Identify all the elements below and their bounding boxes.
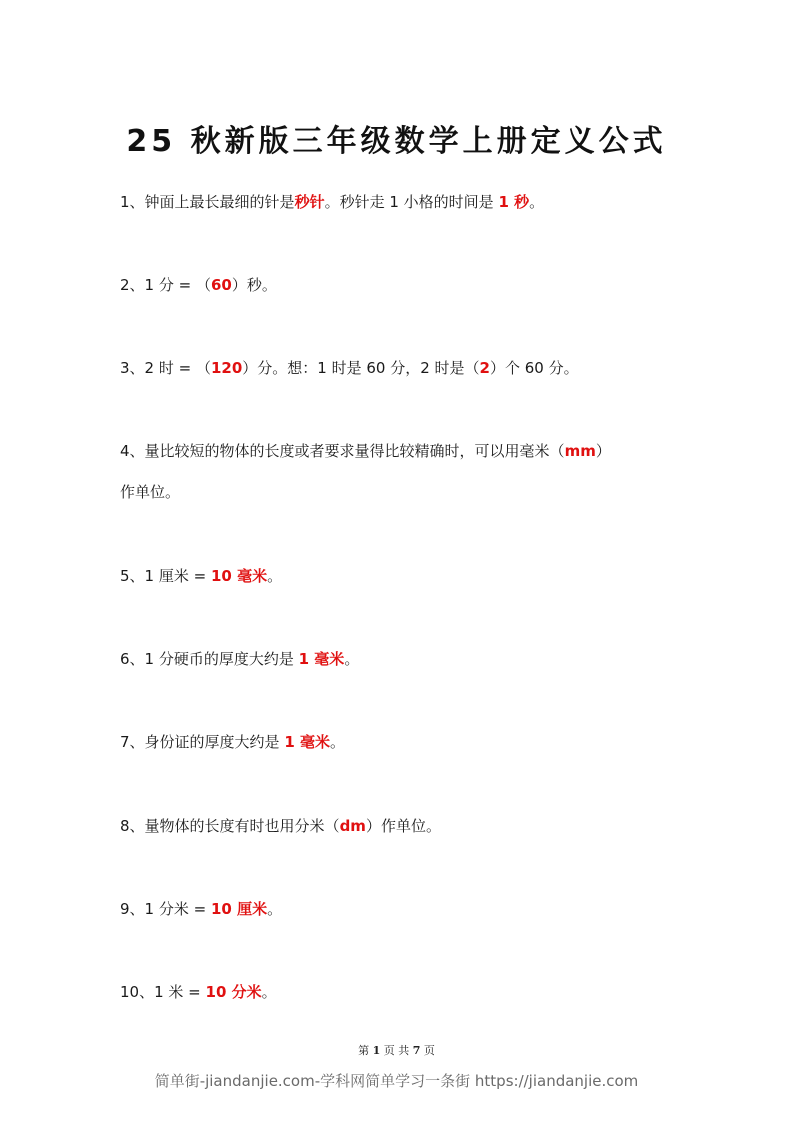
definition-item bbox=[120, 816, 441, 836]
item-continuation: 作单位。 bbox=[120, 483, 181, 501]
answer-highlight: 10 毫米 bbox=[210, 567, 268, 585]
item-text: ） bbox=[595, 442, 611, 460]
item-text: 。 bbox=[261, 983, 277, 1001]
definition-item bbox=[120, 192, 544, 212]
item-text: 。 bbox=[529, 193, 545, 211]
item-number: 10、 bbox=[120, 983, 155, 1001]
answer-highlight: 120 bbox=[210, 359, 243, 377]
pager-suffix: 页 bbox=[420, 1044, 435, 1057]
item-text: 2 时 = （ bbox=[144, 359, 211, 377]
definition-item bbox=[120, 358, 579, 378]
pager-prefix: 第 bbox=[358, 1044, 373, 1057]
item-text: 钟面上最长最细的针是 bbox=[144, 193, 295, 211]
item-text: ）秒。 bbox=[231, 276, 277, 294]
answer-highlight: dm bbox=[339, 817, 366, 835]
answer-highlight: 10 厘米 bbox=[210, 900, 268, 918]
total-pages: 7 bbox=[412, 1044, 421, 1057]
item-number: 2、 bbox=[120, 276, 145, 294]
definition-item bbox=[120, 732, 345, 752]
item-text: 1 分米 = bbox=[144, 900, 211, 918]
page-indicator bbox=[0, 1042, 793, 1058]
pager-middle: 页 共 bbox=[380, 1044, 413, 1057]
answer-highlight: 10 分米 bbox=[205, 983, 262, 1001]
answer-highlight: mm bbox=[564, 442, 596, 460]
item-text: 1 分硬币的厚度大约是 bbox=[144, 650, 299, 668]
item-number: 1、 bbox=[120, 193, 145, 211]
item-text: 。 bbox=[267, 900, 283, 918]
item-number: 3、 bbox=[120, 359, 145, 377]
definition-item bbox=[120, 441, 611, 461]
answer-highlight: 秒针 bbox=[294, 193, 325, 211]
item-text: 。 bbox=[344, 650, 360, 668]
item-text: 。秒针走 1 小格的时间是 bbox=[324, 193, 499, 211]
footer-watermark: 简单街-jiandanjie.com-学科网简单学习一条街 https://jiandanjie.com bbox=[154, 1072, 639, 1090]
item-text: 身份证的厚度大约是 bbox=[144, 733, 285, 751]
document-title: 25 秋新版三年级数学上册定义公式 bbox=[126, 124, 667, 159]
item-text: 量比较短的物体的长度或者要求量得比较精确时，可以用毫米（ bbox=[144, 442, 565, 460]
definition-item bbox=[120, 649, 359, 669]
answer-highlight: 1 毫米 bbox=[284, 733, 330, 751]
current-page: 1 bbox=[372, 1044, 381, 1057]
item-text: 1 厘米 = bbox=[144, 567, 211, 585]
answer-highlight: 1 毫米 bbox=[298, 650, 345, 668]
item-text: 。 bbox=[330, 733, 346, 751]
item-number: 4、 bbox=[120, 442, 145, 460]
item-text: 。 bbox=[267, 567, 283, 585]
item-text: ）分。想：1 时是 60 分，2 时是（ bbox=[242, 359, 480, 377]
definition-item bbox=[120, 982, 277, 1002]
definition-item bbox=[120, 275, 277, 295]
item-text: ）个 60 分。 bbox=[489, 359, 579, 377]
item-number: 7、 bbox=[120, 733, 145, 751]
answer-highlight: 1 秒 bbox=[498, 193, 530, 211]
item-number: 8、 bbox=[120, 817, 145, 835]
answer-highlight: 2 bbox=[479, 359, 490, 377]
item-text: 1 分 = （ bbox=[144, 276, 211, 294]
definition-item bbox=[120, 566, 282, 586]
item-number: 6、 bbox=[120, 650, 145, 668]
definition-item bbox=[120, 899, 282, 919]
answer-highlight: 60 bbox=[210, 276, 232, 294]
item-number: 5、 bbox=[120, 567, 145, 585]
item-text: ）作单位。 bbox=[365, 817, 441, 835]
item-text: 1 米 = bbox=[154, 983, 206, 1001]
item-text: 量物体的长度有时也用分米（ bbox=[144, 817, 340, 835]
item-number: 9、 bbox=[120, 900, 145, 918]
